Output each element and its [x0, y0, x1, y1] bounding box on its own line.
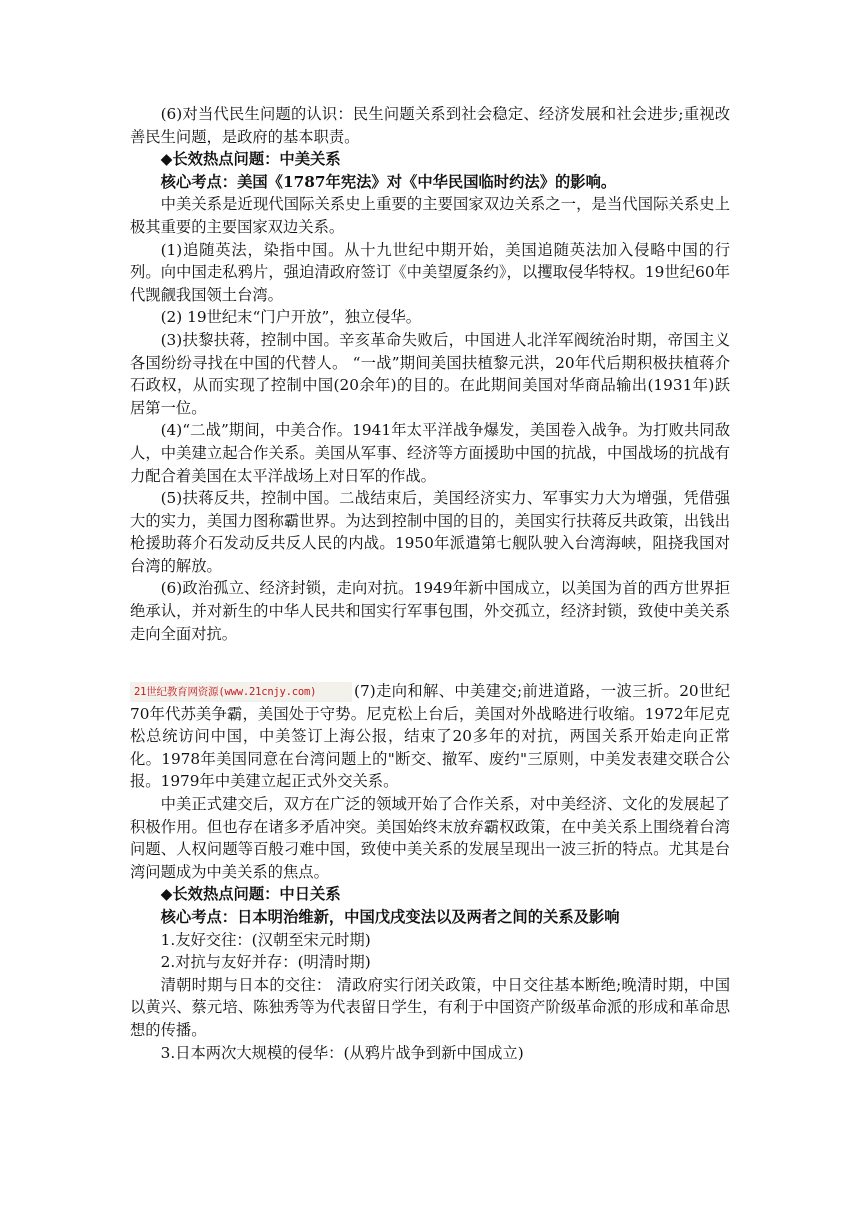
paragraph-item-7 — [130, 680, 730, 793]
paragraph-item-2: (2) 19世纪末“门户开放”，独立侵华。 — [160, 308, 422, 327]
paragraph-livelihood: (6)对当代民生问题的认识：民生问题关系到社会稳定、经济发展和社会进步;重视改善民生问题，是政府的基本职责。 — [130, 105, 730, 146]
paragraph-item-4: (4)“二战”期间，中美合作。1941年太平洋战争爆发，美国卷入战争。为打败共同敌人，中美建立起合作关系。美国从军事、经济等方面援助中国的抗战，中国战场的抗战有力配合着美国在太平洋战场上对日军的作战。 — [130, 421, 730, 485]
paragraph-japan-1: 1.友好交往：(汉朝至宋元时期) — [160, 930, 371, 949]
paragraph-item-3: (3)扶黎扶蒋，控制中国。辛亥革命失败后，中国进人北洋军阀统治时期，帝国主义各国纷纷寻找在中国的代替人。 “一战”期间美国扶植黎元洪，20年代后期积极扶植蒋介石政权，从而实现了控制中国(20余年)的目的。在此期间美国对华商品输出(1931年)跃居第一位。 — [130, 330, 730, 417]
paragraph-japan-3: 3.日本两次大规模的侵华：(从鸦片战争到新中国成立) — [160, 1043, 524, 1062]
paragraph-item-5: (5)扶蒋反共，控制中国。二战结束后，美国经济实力、军事实力大为增强，凭借强大的实力，美国力图称霸世界。为达到控制中国的目的，美国实行扶蒋反共政策，出钱出枪援助蒋介石发动反共反人民的内战。1950年派遣第七舰队驶入台湾海峡，阻挠我国对台湾的解放。 — [130, 489, 730, 575]
watermark-logo: 21世纪教育网资源(www.21cnjy.com) — [130, 682, 352, 702]
heading-core-point-meiji: 核心考点：日本明治维新，中国戊戌变法以及两者之间的关系及影响 — [160, 907, 620, 926]
heading-core-point-1787: 核心考点：美国《1787年宪法》对《中华民国临时约法》的影响。 — [160, 172, 617, 191]
heading-hot-topic-china-japan: ◆长效热点问题：中日关系 — [160, 885, 341, 904]
section-us-china-relations — [130, 103, 730, 645]
section-continued — [130, 680, 730, 1064]
paragraph-after-establishment: 中美正式建交后，双方在广泛的领域开始了合作关系，对中美经济、文化的发展起了积极作用。但也存在诸多矛盾冲突。美国始终末放弃霸权政策，在中美关系上围绕着台湾问题、人权问题等百般刁难中国，致使中美关系的发展呈现出一波三折的特点。尤其是台湾问题成为中美关系的焦点。 — [130, 794, 730, 881]
paragraph-qing-japan: 清朝时期与日本的交往： 清政府实行闭关政策，中日交往基本断绝;晚清时期，中国以黄兴、蔡元培、陈独秀等为代表留日学生，有利于中国资产阶级革命派的形成和革命思想的传播。 — [130, 975, 730, 1039]
paragraph-item-1: (1)追随英法，染指中国。从十九世纪中期开始，美国追随英法加入侵略中国的行列。向中国走私鸦片，强迫清政府签订《中美望厦条约》，以攫取侵华特权。19世纪60年代觊觎我国领土台湾。 — [130, 240, 730, 304]
paragraph-japan-2: 2.对抗与友好并存：(明清时期) — [160, 953, 371, 972]
paragraph-item-7-text: (7)走向和解、中美建交;前进道路，一波三折。20世纪70年代苏美争霸，美国处于守势。尼克松上台后，美国对外战略进行收缩。1972年尼克松总统访问中国，中美签订上海公报，结束了20多年的对抗，两国关系开始走向正常化。1978年美国同意在台湾问题上的"断交、撤军、废约"三原则，中美发表建交联合公报。1979年中美建立起正式外交关系。 — [130, 682, 730, 791]
paragraph-item-6: (6)政治孤立、经济封锁，走向对抗。1949年新中国成立，以美国为首的西方世界拒绝承认，并对新生的中华人民共和国实行军事包围，外交孤立，经济封锁，致使中美关系走向全面对抗。 — [130, 579, 730, 643]
heading-hot-topic-us-china: ◆长效热点问题：中美关系 — [160, 150, 341, 169]
paragraph-intro: 中美关系是近现代国际关系史上重要的主要国家双边关系之一，是当代国际关系史上极其重要的主要国家双边关系。 — [130, 195, 730, 236]
